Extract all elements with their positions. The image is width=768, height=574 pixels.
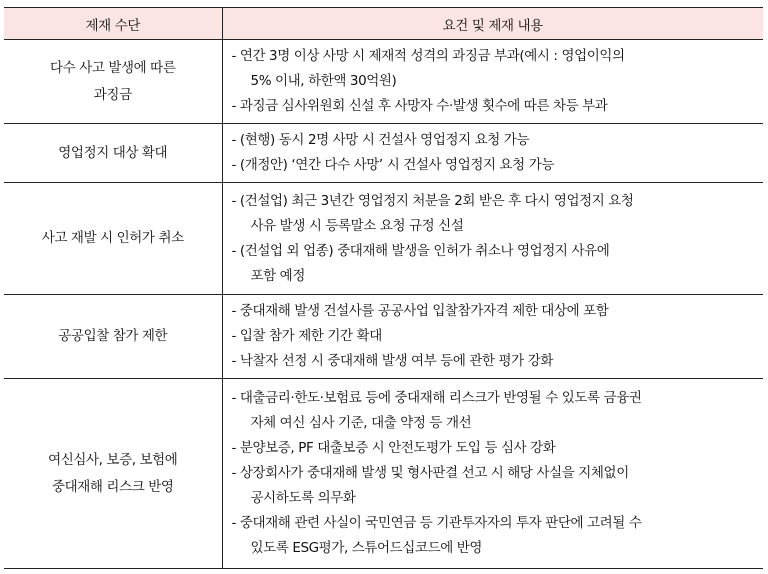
bullet-item — [232, 239, 760, 289]
measure-line: 공공입찰 참가 제한 — [58, 328, 168, 344]
bullet-line: 자체 여신 심사 기준, 대출 약정 등 개선 — [250, 415, 472, 431]
bullet-line: - 상장회사가 중대재해 발생 및 형사판결 선고 시 해당 사실을 지체없이 — [231, 465, 629, 481]
bullet-line: - 낙찰자 선정 시 중대재해 발생 여부 등에 관한 평가 강화 — [231, 353, 553, 369]
bullet-item — [232, 44, 760, 94]
table-row — [4, 379, 763, 569]
sanction-measure — [4, 124, 222, 183]
measure-line: 다수 사고 발생에 따른 — [50, 59, 176, 76]
bullet-line: - 중대재해 관련 사실이 국민연금 등 기관투자자의 투자 판단에 고려될 수 — [231, 515, 642, 531]
table-row — [4, 124, 763, 183]
bullet-item — [232, 94, 760, 119]
measure-line: 영업정지 대상 확대 — [58, 144, 168, 161]
bullet-item — [232, 189, 760, 239]
sanction-measure — [4, 295, 222, 379]
measure-line: 사고 재발 시 인허가 취소 — [41, 230, 184, 246]
sanction-details — [222, 183, 763, 295]
sanctions-table — [4, 7, 763, 569]
bullet-line: - (현행) 동시 2명 사망 시 건설사 영업정지 요청 가능 — [231, 132, 530, 148]
table-row — [4, 295, 763, 379]
bullet-line: 있도록 ESG평가, 스튜어드십코드에 반영 — [250, 540, 483, 556]
measure-line: 여신심사, 보증, 보험에 — [48, 451, 178, 468]
bullet-item — [232, 153, 760, 178]
sanction-measure — [4, 40, 222, 124]
sanction-details — [222, 379, 763, 569]
table-row — [4, 183, 763, 295]
header-measure: 제재 수단 — [4, 8, 222, 40]
bullet-item — [232, 349, 760, 374]
measure-line: 중대재해 리스크 반영 — [51, 478, 174, 495]
bullet-line: 포함 예정 — [250, 267, 305, 284]
sanction-measure — [4, 183, 222, 295]
bullet-line: - 중대재해 발생 건설사를 공공사업 입찰참가자격 제한 대상에 포함 — [231, 303, 609, 319]
bullet-line: - (건설업) 최근 3년간 영업정지 처분을 2회 받은 후 다시 영업정지 요청 — [231, 192, 634, 209]
header-content: 요건 및 제재 내용 — [222, 8, 763, 40]
bullet-line: 사유 발생 시 등록말소 요청 규정 신설 — [250, 217, 464, 234]
header-row — [4, 8, 763, 40]
bullet-line: - 분양보증, PF 대출보증 시 안전도평가 도입 등 심사 강화 — [231, 440, 556, 456]
table-body — [4, 40, 763, 569]
bullet-line: - 대출금리·한도·보험료 등에 중대재해 리스크가 반영될 수 있도록 금융권 — [231, 390, 642, 406]
bullet-line: - 과징금 심사위원회 신설 후 사망자 수·발생 횟수에 따른 차등 부과 — [231, 98, 608, 114]
bullet-line: - 연간 3명 이상 사망 시 제재적 성격의 과징금 부과(예시 : 영업이익의 — [231, 48, 625, 64]
measure-line: 과징금 — [93, 86, 132, 103]
bullet-line: - (개정안) ‘연간 다수 사망’ 시 건설사 영업정지 요청 가능 — [231, 157, 554, 173]
bullet-item — [232, 299, 760, 324]
bullet-item — [232, 461, 760, 511]
bullet-item — [232, 128, 760, 153]
bullet-item — [232, 324, 760, 349]
bullet-item — [232, 511, 760, 561]
sanction-details — [222, 295, 763, 379]
bullet-line: - 입찰 참가 제한 기간 확대 — [231, 328, 382, 344]
sanction-details — [222, 40, 763, 124]
bullet-line: 공시하도록 의무화 — [250, 490, 356, 506]
bullet-line: - (건설업 외 업종) 중대재해 발생을 인허가 취소나 영업정지 사유에 — [231, 242, 610, 259]
table-row — [4, 40, 763, 124]
bullet-line: 5% 이내, 하한액 30억원) — [250, 73, 397, 89]
sanction-details — [222, 124, 763, 183]
bullet-item — [232, 436, 760, 461]
bullet-item — [232, 386, 760, 436]
sanction-measure — [4, 379, 222, 569]
